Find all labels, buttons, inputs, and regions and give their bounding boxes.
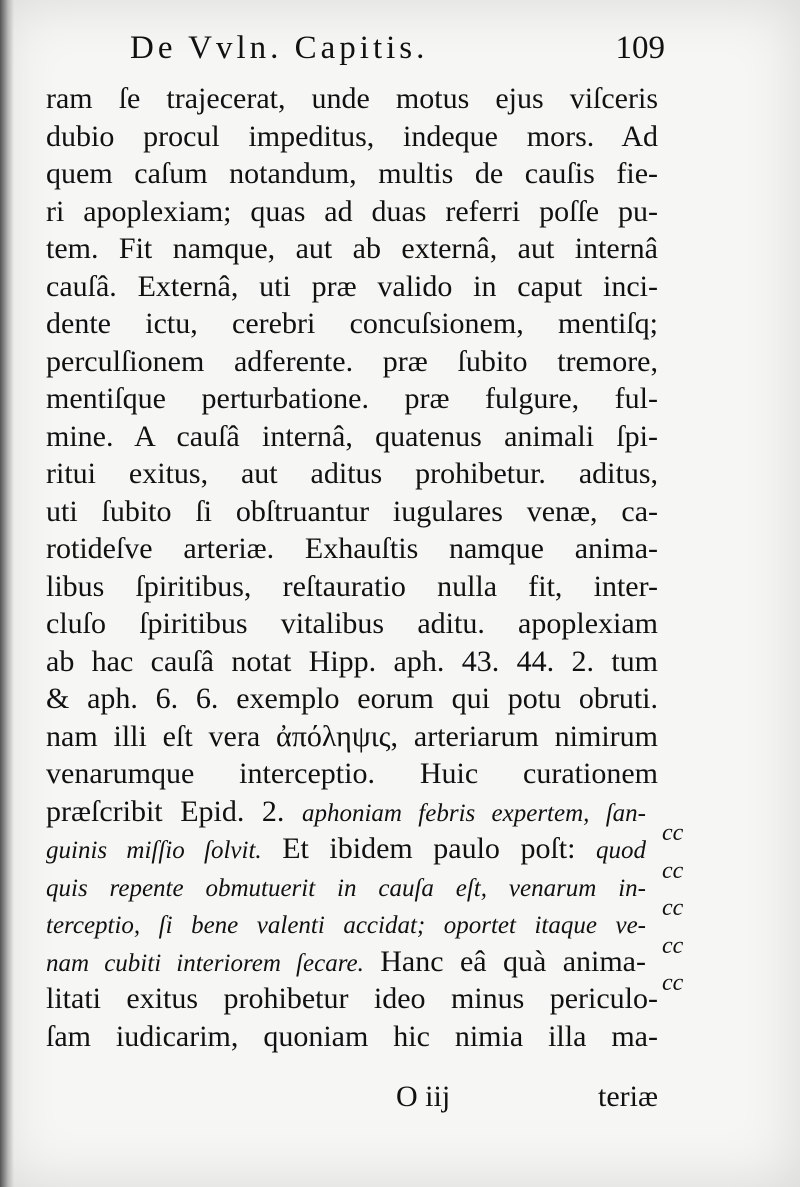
- italic-quote: quod: [596, 837, 646, 864]
- italic-quote: guinis miſſio ſolvit.: [46, 837, 262, 864]
- quote-mark: cc: [662, 895, 684, 921]
- text-line: mine. A cauſâ internâ, quatenus animali ſpi-: [46, 419, 658, 453]
- text-line: tem. Fit namque, aut ab externâ, aut internâ: [46, 232, 658, 265]
- catchword: teriæ: [598, 1080, 658, 1113]
- text-line: ab hac cauſâ notat Hipp. aph. 43. 44. 2. tum: [46, 644, 658, 678]
- quote-mark: cc: [662, 932, 684, 959]
- quote-mark: cc: [662, 857, 684, 884]
- gutter-shadow: [0, 0, 14, 1187]
- roman-text: præſcribit Epid. 2.: [46, 794, 285, 828]
- text-line: rotideſve arteriæ. Exhauſtis namque anima-: [46, 532, 658, 565]
- text-line: [46, 830, 646, 868]
- text-line: cluſo ſpiritibus vitalibus aditu. apoplexiam: [46, 607, 658, 640]
- text-line: litati exitus prohibetur ideo minus periculo-: [46, 982, 658, 1015]
- text-line: mentiſque perturbatione. præ fulgure, ful-: [46, 382, 658, 415]
- italic-quote: quis repente obmutuerit in cauſa eſt, venarum in-: [46, 874, 646, 902]
- text-line: dente ictu, cerebri concuſsionem, mentiſq;: [46, 307, 658, 340]
- text-line: venarumque interceptio. Huic curationem: [46, 757, 658, 790]
- text-line: cauſâ. Externâ, uti præ valido in caput inci-: [46, 269, 658, 303]
- running-title: De Vvln. Capitis.: [130, 30, 429, 66]
- text-line: ritui exitus, aut aditus prohibetur. aditus,: [46, 457, 658, 490]
- page-header: [130, 30, 665, 74]
- italic-quote: aphoniam febris expertem, ſan-: [301, 799, 646, 827]
- text-line: [46, 868, 646, 906]
- quote-mark: cc: [662, 970, 684, 996]
- text-line: ri apoplexiam; quas ad duas referri poſſe pu-: [46, 194, 658, 228]
- quote-mark: cc: [662, 820, 684, 846]
- body-text: [46, 80, 658, 1055]
- text-line: nam illi eſt vera ἀπόληψις, arteriarum nimirum: [46, 719, 658, 753]
- roman-text: Et ibidem paulo poſt:: [282, 832, 576, 865]
- text-line: quem caſum notandum, multis de cauſis fie-: [46, 157, 658, 190]
- text-line: libus ſpiritibus, reſtauratio nulla fit, inter-: [46, 569, 658, 603]
- text-line: ſam iudicarim, quoniam hic nimia illa ma-: [46, 1019, 658, 1053]
- roman-text: Hanc eâ quà anima-: [380, 944, 646, 978]
- text-line: & aph. 6. 6. exemplo eorum qui potu obruti.: [46, 682, 658, 715]
- margin-quote-marks: [662, 815, 702, 1003]
- text-line: ram ſe trajecerat, unde motus ejus viſceris: [46, 82, 658, 115]
- text-line: perculſionem adferente. præ ſubito tremore,: [46, 344, 658, 378]
- page-footer: [46, 1080, 658, 1120]
- signature-mark: O iij: [396, 1080, 451, 1113]
- text-line: [46, 905, 646, 943]
- page-number: 109: [615, 30, 665, 66]
- text-line: dubio procul impeditus, indeque mors. Ad: [46, 119, 658, 153]
- text-line: uti ſubito ſi obſtruantur iugulares venæ, ca-: [46, 494, 658, 528]
- italic-quote: terceptio, ſi bene valenti accidat; oportet itaque ve-: [46, 912, 646, 939]
- text-line: [46, 943, 646, 981]
- italic-quote: nam cubiti interiorem ſecare.: [46, 949, 364, 977]
- text-line: [46, 793, 646, 831]
